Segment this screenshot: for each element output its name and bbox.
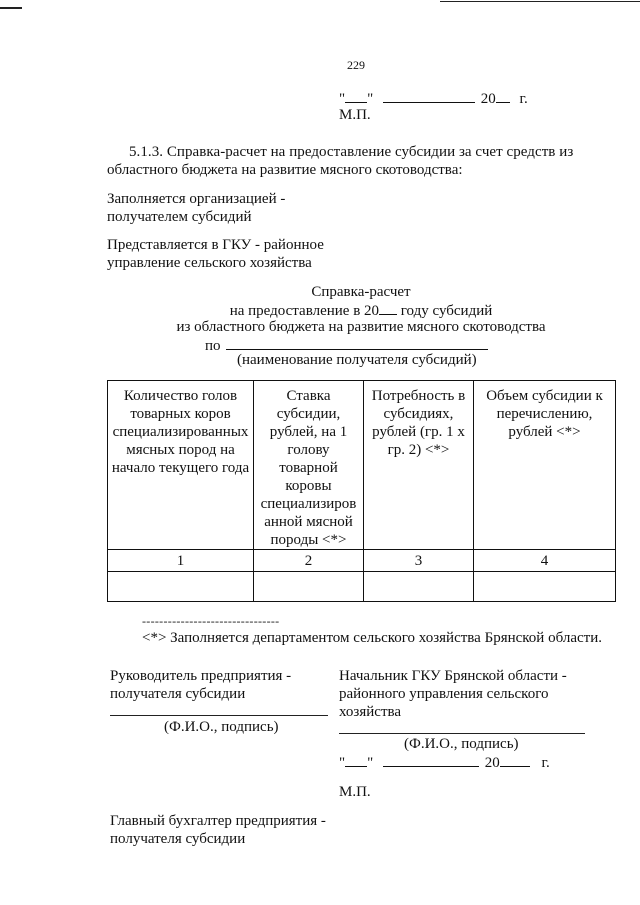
head-signature-caption: (Ф.И.О., подпись) [164,719,279,735]
scan-edge-mark-left [0,7,22,9]
gku-signature-block: Начальник ГКУ Брянской области - районного управления сельского хозяйства [339,668,567,720]
table-cell [364,572,474,602]
table-cell: 4 [474,550,616,572]
gku-signature-line [339,733,585,734]
section-heading: 5.1.3. Справка-расчет на предоставление субсидии за счет средств из областного бюджета на развитие мясного скотоводства: [107,144,574,178]
table-header-cell: Потребность в субсидиях, рублей (гр. 1 х гр. 2) <*> [364,381,474,550]
table-cell [474,572,616,602]
form-subtitle-line2: из областного бюджета на развитие мясного скотоводства [176,319,546,335]
table-cell: 3 [364,550,474,572]
table-header-cell: Ставка субсидии, рублей, на 1 голову товарной коровы специализиров анной мясной породы <*> [254,381,364,550]
head-signature-line [110,715,328,716]
page-number: 229 [347,58,365,72]
submitted-to-note: Представляется в ГКУ - районное управление сельского хозяйства [107,237,324,271]
gku-signature-caption: (Ф.И.О., подпись) [404,736,519,752]
date-line-bottom: " " 20 г. [339,755,550,771]
table-cell [254,572,364,602]
table-cell: 2 [254,550,364,572]
date-line-top: " " 20 г. [339,91,528,107]
table-header-cell: Объем субсидии к перечислению, рублей <*> [474,381,616,550]
stamp-bottom: М.П. [339,784,371,800]
table-row [108,572,616,602]
head-signature-block: Руководитель предприятия - получателя субсидии [110,668,292,702]
table-header-cell: Количество голов товарных коров специализированных мясных пород на начало текущего года [108,381,254,550]
table-header-row [108,381,616,550]
form-subtitle-line1: на предоставление в 20 году субсидий [229,303,493,319]
recipient-line: по [205,336,488,355]
form-title: Справка-расчет [311,284,411,300]
filled-by-note: Заполняется организацией - получателем субсидий [107,191,286,225]
recipient-caption: (наименование получателя субсидий) [237,352,477,368]
stamp-top: М.П. [339,107,371,123]
footnote-rule: -------------------------------- [142,614,280,628]
footnote: <*> Заполняется департаментом сельского хозяйства Брянской области. [142,630,602,646]
table-cell: 1 [108,550,254,572]
table-number-row [108,550,616,572]
scan-edge-mark-right [440,1,640,2]
table-cell [108,572,254,602]
subsidy-table [107,380,616,602]
accountant-signature-block: Главный бухгалтер предприятия - получателя субсидии [110,813,326,847]
